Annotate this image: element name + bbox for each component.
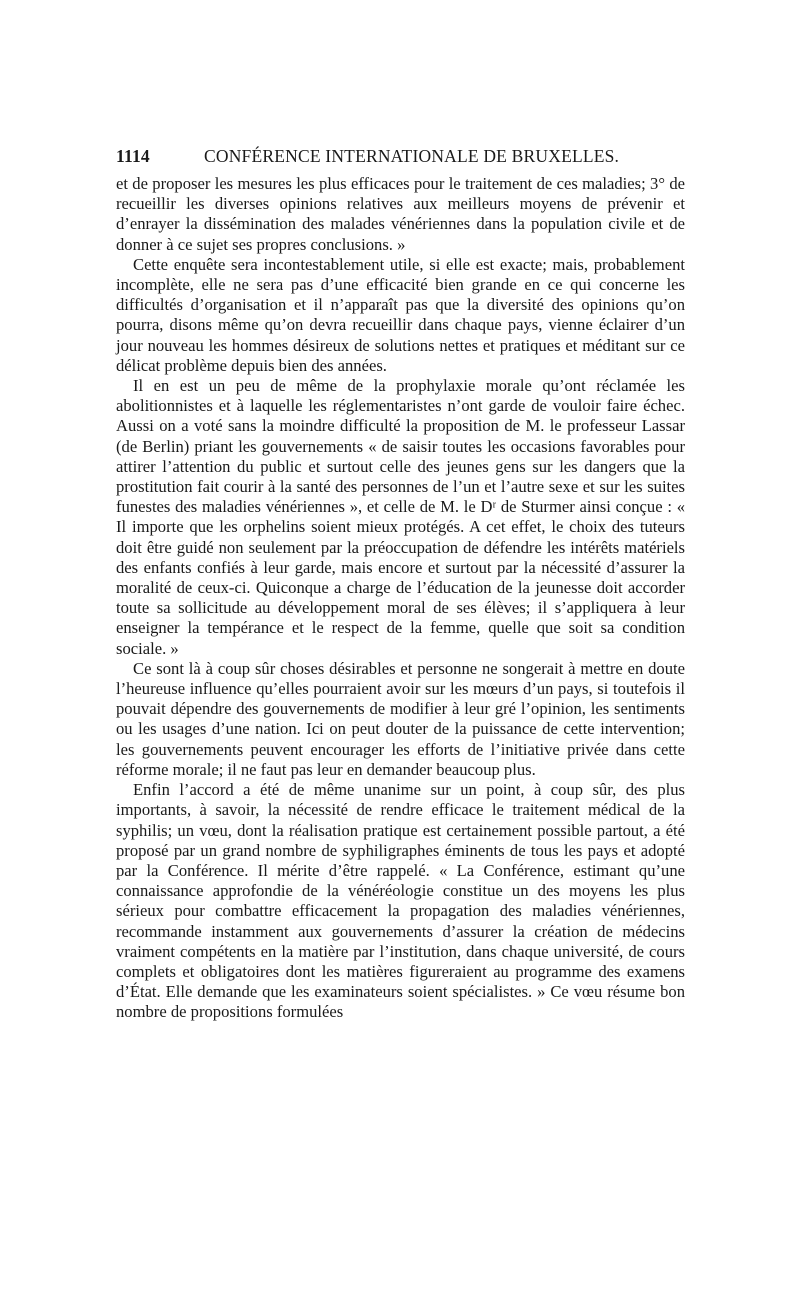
running-header — [116, 146, 685, 174]
book-page — [116, 146, 685, 1023]
running-title: CONFÉRENCE INTERNATIONALE DE BRUXELLES. — [204, 146, 620, 166]
paragraph-enquete: Cette enquête sera incontestablement utile, si elle est exacte; mais, probablement incomplète, elle ne sera pas d’une efficacité bien grande en ce qui concerne les difficultés d’organisation et il n’apparaît pas que la diversité des opinions qu’on pourra, disons même qu’on devra recueillir dans chaque pays, vienne éclairer d’un jour nouveau les hommes désireux de solutions nettes et pratiques et méditant sur ce délicat problème depuis bien des années. — [116, 254, 685, 375]
paragraph-prophylaxie-morale: Il en est un peu de même de la prophylaxie morale qu’ont réclamée les abolitionnistes et à laquelle les réglementaristes n’ont garde de vouloir faire échec. Aussi on a voté sans la moindre difficulté la proposition de M. le professeur Lassar (de Berlin) priant les gouvernements « de saisir toutes les occasions favorables pour attirer l’attention du public et surtout celle des jeunes gens sur les dangers que la prostitution fait courir à la santé des personnes de l’un et l’autre sexe et sur les suites funestes des maladies vénériennes », et celle de M. le Dʳ de Sturmer ainsi conçue : « Il importe que les orphelins soient mieux protégés. A cet effet, le choix des tuteurs doit être guidé non seulement par la préoccupation de défendre les intérêts matériels des enfants confiés à leur garde, mais encore et surtout par la nécessité d’assurer la moralité de ceux-ci. Quiconque a charge de l’éducation de la jeunesse doit accorder toute sa sollicitude au développement moral de ses élèves; il s’appliquera à leur enseigner la tempérance et le respect de la femme, quelle que soit sa condition sociale. » — [116, 376, 685, 658]
paragraph-traitement-syphilis: Enfin l’accord a été de même unanime sur un point, à coup sûr, des plus importants, à savoir, la nécessité de rendre efficace le traitement médical de la syphilis; un vœu, dont la réalisation pratique est certainement possible partout, a été proposé par un grand nombre de syphiligraphes éminents de tous les pays et adopté par la Conférence. Il mérite d’être rappelé. « La Conférence, estimant qu’une connaissance approfondie de la vénéréologie constitue un des moyens les plus sérieux pour combattre efficacement la propagation des maladies vénériennes, recommande instamment aux gouvernements d’assurer la création de médecins vraiment compétents en la matière par l’institution, dans chaque université, de cours complets et obligatoires dont les matières figureraient au programme des examens d’État. Elle demande que les examinateurs soient spécialistes. » Ce vœu résume bon nombre de propositions formulées — [116, 780, 685, 1022]
paragraph-continued: et de proposer les mesures les plus efficaces pour le traitement de ces maladies; 3° de recueillir les diverses opinions relatives aux meilleurs moyens de prévenir et d’enrayer la dissémination des malades vénériennes dans la population civile et de donner à ce sujet ses propres conclusions. » — [116, 174, 685, 254]
body-text — [116, 174, 685, 1023]
page-number: 1114 — [116, 146, 150, 166]
paragraph-choses-desirables: Ce sont là à coup sûr choses désirables et personne ne songerait à mettre en doute l’heureuse influence qu’elles pourraient avoir sur les mœurs d’un pays, si toutefois il pouvait dépendre des gouvernements de modifier à leur gré l’opinion, les sentiments ou les usages d’une nation. Ici on peut douter de la puissance de cette intervention; les gouvernements peuvent encourager les efforts de l’initiative privée dans cette réforme morale; il ne faut pas leur en demander beaucoup plus. — [116, 658, 685, 779]
